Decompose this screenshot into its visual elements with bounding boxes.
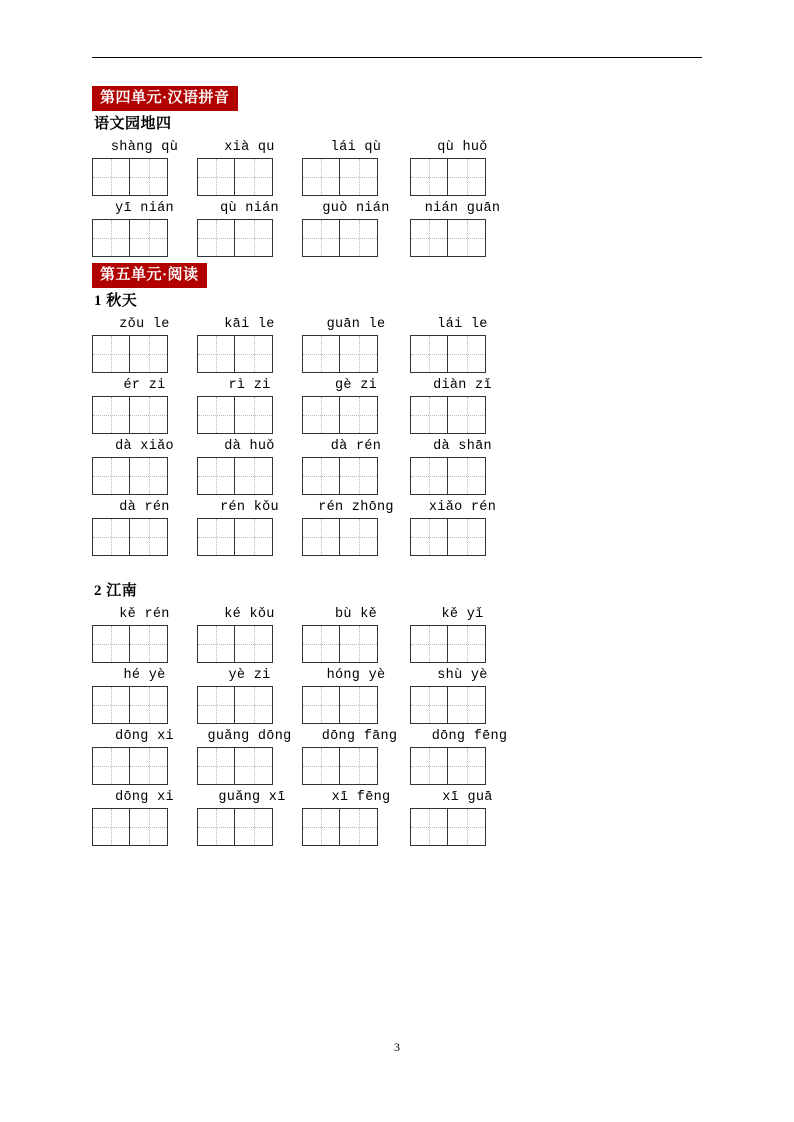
- pinyin-label: dà rén: [119, 500, 170, 515]
- tianzige-box[interactable]: [302, 158, 378, 196]
- pinyin-label: xī guā: [442, 790, 493, 805]
- pinyin-label: kě yǐ: [441, 607, 484, 622]
- pinyin-label: diàn zǐ: [433, 378, 492, 393]
- pinyin-label: rì zi: [228, 378, 271, 393]
- tianzige-box[interactable]: [410, 396, 486, 434]
- pinyin-label: yī nián: [115, 201, 174, 216]
- pinyin-row: [92, 201, 712, 217]
- answer-box-cell[interactable]: [410, 625, 515, 663]
- pinyin-label: dōng fāng: [321, 729, 398, 744]
- pinyin-label: hóng yè: [326, 668, 386, 683]
- section-unit-4: [92, 86, 712, 257]
- section-lesson-2: [92, 580, 712, 846]
- section-banner: 第五单元·阅读: [92, 263, 207, 288]
- answer-box-cell[interactable]: [92, 396, 197, 434]
- tianzige-box[interactable]: [197, 158, 273, 196]
- answer-box-row: [92, 518, 712, 556]
- pinyin-label: ér zi: [123, 378, 166, 393]
- pinyin-label: xiǎo rén: [428, 500, 497, 515]
- pinyin-label: guǎng dōng: [207, 729, 292, 744]
- tianzige-box[interactable]: [92, 625, 168, 663]
- tianzige-box[interactable]: [410, 158, 486, 196]
- section-banner-wrap: [92, 263, 712, 288]
- tianzige-box[interactable]: [302, 686, 378, 724]
- pinyin-label: zǒu le: [119, 317, 170, 332]
- section-subheading: 2 江南: [94, 583, 138, 599]
- pinyin-label: yè zi: [228, 668, 271, 683]
- pinyin-label: qù huǒ: [437, 140, 488, 155]
- answer-box-cell[interactable]: [410, 219, 515, 257]
- pinyin-label: shù yè: [437, 668, 488, 683]
- answer-box-row: [92, 335, 712, 373]
- section-unit-5: [92, 263, 712, 556]
- pinyin-label: lái qù: [330, 140, 382, 155]
- tianzige-box[interactable]: [302, 625, 378, 663]
- pinyin-label: kāi le: [224, 317, 275, 332]
- answer-box-cell[interactable]: [197, 686, 302, 724]
- answer-box-cell[interactable]: [197, 808, 302, 846]
- tianzige-box[interactable]: [92, 158, 168, 196]
- answer-box-row: [92, 686, 712, 724]
- answer-box-cell[interactable]: [92, 335, 197, 373]
- answer-box-cell[interactable]: [92, 158, 197, 196]
- tianzige-box[interactable]: [302, 335, 378, 373]
- answer-box-cell[interactable]: [197, 747, 302, 785]
- tianzige-box[interactable]: [302, 518, 378, 556]
- pinyin-label: dà shān: [433, 439, 492, 454]
- pinyin-label: xī fēng: [331, 790, 391, 805]
- tianzige-box[interactable]: [197, 625, 273, 663]
- tianzige-box[interactable]: [302, 396, 378, 434]
- tianzige-box[interactable]: [410, 457, 486, 495]
- tianzige-box[interactable]: [92, 747, 168, 785]
- answer-box-cell[interactable]: [92, 457, 197, 495]
- answer-box-cell[interactable]: [302, 219, 410, 257]
- answer-box-cell[interactable]: [302, 158, 410, 196]
- tianzige-box[interactable]: [197, 396, 273, 434]
- answer-box-cell[interactable]: [197, 625, 302, 663]
- tianzige-box[interactable]: [302, 219, 378, 257]
- answer-box-cell[interactable]: [302, 335, 410, 373]
- section-banner-wrap: [92, 86, 712, 111]
- section-subheading: 语文园地四: [94, 116, 172, 132]
- pinyin-label: dà rén: [330, 439, 382, 454]
- pinyin-row: [92, 668, 712, 684]
- pinyin-row: [92, 317, 712, 333]
- tianzige-box[interactable]: [92, 396, 168, 434]
- answer-box-cell[interactable]: [302, 747, 410, 785]
- tianzige-box[interactable]: [92, 686, 168, 724]
- tianzige-box[interactable]: [410, 335, 486, 373]
- answer-box-cell[interactable]: [92, 686, 197, 724]
- page-number: 3: [394, 1040, 400, 1054]
- pinyin-label: hé yè: [123, 668, 166, 683]
- tianzige-box[interactable]: [197, 335, 273, 373]
- tianzige-box[interactable]: [410, 747, 486, 785]
- answer-box-cell[interactable]: [197, 518, 302, 556]
- pinyin-label: nián guān: [424, 201, 501, 216]
- pinyin-row: [92, 729, 712, 745]
- answer-box-cell[interactable]: [410, 686, 515, 724]
- answer-box-cell[interactable]: [92, 625, 197, 663]
- tianzige-box[interactable]: [410, 518, 486, 556]
- pinyin-label: shàng qù: [110, 140, 179, 155]
- tianzige-box[interactable]: [92, 335, 168, 373]
- pinyin-label: dà xiǎo: [115, 439, 174, 454]
- answer-box-cell[interactable]: [197, 219, 302, 257]
- answer-box-row: [92, 396, 712, 434]
- pinyin-row: [92, 500, 712, 516]
- pinyin-row: [92, 607, 712, 623]
- pinyin-label: gè zi: [334, 378, 377, 393]
- answer-box-cell[interactable]: [92, 518, 197, 556]
- pinyin-row: [92, 439, 712, 455]
- pinyin-label: guǎng xī: [218, 790, 286, 805]
- tianzige-box[interactable]: [197, 518, 273, 556]
- section-subheading: 1 秋天: [94, 293, 138, 309]
- pinyin-row: [92, 378, 712, 394]
- pinyin-label: dà huǒ: [224, 439, 275, 454]
- tianzige-box[interactable]: [410, 686, 486, 724]
- pinyin-label: guān le: [326, 317, 386, 332]
- tianzige-box[interactable]: [302, 747, 378, 785]
- answer-box-row: [92, 158, 712, 196]
- answer-box-cell[interactable]: [92, 219, 197, 257]
- tianzige-box[interactable]: [92, 518, 168, 556]
- answer-box-cell[interactable]: [302, 457, 410, 495]
- answer-box-cell[interactable]: [410, 808, 515, 846]
- pinyin-label: ké kǒu: [224, 607, 275, 622]
- tianzige-box[interactable]: [302, 457, 378, 495]
- answer-box-cell[interactable]: [302, 686, 410, 724]
- answer-box-cell[interactable]: [410, 335, 515, 373]
- tianzige-box[interactable]: [92, 219, 168, 257]
- answer-box-cell[interactable]: [302, 396, 410, 434]
- answer-box-cell[interactable]: [410, 518, 515, 556]
- tianzige-box[interactable]: [197, 808, 273, 846]
- pinyin-label: bù kě: [334, 607, 377, 622]
- answer-box-cell[interactable]: [197, 158, 302, 196]
- pinyin-label: kě rén: [119, 607, 170, 622]
- answer-box-row: [92, 219, 712, 257]
- answer-box-cell[interactable]: [410, 747, 515, 785]
- tianzige-box[interactable]: [410, 625, 486, 663]
- answer-box-row: [92, 457, 712, 495]
- tianzige-box[interactable]: [197, 457, 273, 495]
- answer-box-row: [92, 747, 712, 785]
- worksheet-content: [92, 86, 712, 846]
- pinyin-label: xià qu: [224, 140, 275, 155]
- answer-box-cell[interactable]: [410, 457, 515, 495]
- pinyin-label: dōng xi: [115, 729, 174, 744]
- tianzige-box[interactable]: [410, 219, 486, 257]
- tianzige-box[interactable]: [302, 808, 378, 846]
- pinyin-label: guò nián: [322, 201, 390, 216]
- answer-box-cell[interactable]: [92, 747, 197, 785]
- tianzige-box[interactable]: [197, 747, 273, 785]
- answer-box-row: [92, 808, 712, 846]
- pinyin-label: rén kǒu: [220, 500, 279, 515]
- pinyin-label: qù nián: [220, 201, 279, 216]
- answer-box-cell[interactable]: [410, 158, 515, 196]
- answer-box-row: [92, 625, 712, 663]
- header-rule: [92, 57, 702, 58]
- pinyin-row: [92, 140, 712, 156]
- answer-box-cell[interactable]: [302, 625, 410, 663]
- pinyin-label: rén zhōng: [318, 500, 394, 515]
- pinyin-label: dōng fēng: [431, 729, 508, 744]
- answer-box-cell[interactable]: [92, 808, 197, 846]
- tianzige-box[interactable]: [197, 686, 273, 724]
- pinyin-label: lái le: [437, 317, 488, 332]
- tianzige-box[interactable]: [92, 808, 168, 846]
- section-banner: 第四单元·汉语拼音: [92, 86, 238, 111]
- answer-box-cell[interactable]: [410, 396, 515, 434]
- answer-box-cell[interactable]: [197, 335, 302, 373]
- answer-box-cell[interactable]: [302, 808, 410, 846]
- answer-box-cell[interactable]: [197, 457, 302, 495]
- answer-box-cell[interactable]: [197, 396, 302, 434]
- tianzige-box[interactable]: [92, 457, 168, 495]
- tianzige-box[interactable]: [410, 808, 486, 846]
- answer-box-cell[interactable]: [302, 518, 410, 556]
- pinyin-label: dōng xi: [115, 790, 174, 805]
- pinyin-row: [92, 790, 712, 806]
- tianzige-box[interactable]: [197, 219, 273, 257]
